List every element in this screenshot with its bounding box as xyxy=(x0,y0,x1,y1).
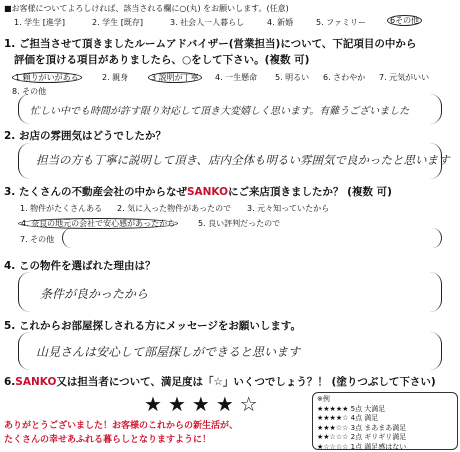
legend-label: 満足 xyxy=(364,414,379,422)
q1-answer: 忙しい中でも時間が許す限り対応して頂き大変嬉しく思います。有難うございました xyxy=(30,106,410,117)
category-6-selected: 6その他 xyxy=(387,15,422,26)
star-icon: ★ xyxy=(215,392,234,416)
legend-row xyxy=(317,424,453,434)
legend-stars: ★★☆☆☆ xyxy=(317,433,351,441)
q5-answer: 山見さんは安心して部屋探しができると思います xyxy=(36,345,301,359)
q1-option-1-selected: 1 頼りがいがある xyxy=(12,72,82,83)
survey-intro: ■お客様についてよろしければ、該当される欄に○(丸) をお願いします。(任意) xyxy=(4,4,289,13)
star-icon: ★ xyxy=(191,392,210,416)
q4-answer: 条件が良かったから xyxy=(40,287,149,301)
q1-title: 1. ご担当させて頂きましたルームアドバイザー(営業担当)について、下記項目の中から xyxy=(4,38,417,50)
q6-title-pre: 6. xyxy=(4,376,16,388)
category-4: 4. 新婚 xyxy=(267,18,294,27)
category-2: 2. 学生 [既存] xyxy=(92,18,143,27)
legend-stars: ★☆☆☆☆ xyxy=(317,442,351,451)
legend-points: 3点 xyxy=(350,423,365,432)
star-icon: ★ xyxy=(167,392,186,416)
legend-points: 5点 xyxy=(350,404,365,413)
q3-title-pre: 3. たくさんの不動産会社の中からなぜ xyxy=(4,186,187,198)
category-1: 1. 学生 [進学] xyxy=(14,18,65,27)
legend-stars: ★★★☆☆ xyxy=(317,423,351,432)
legend-points: 4点 xyxy=(350,414,365,422)
legend-points: 2点 xyxy=(350,433,365,441)
legend-label: 大満足 xyxy=(364,404,386,413)
star-icon: ☆ xyxy=(239,392,258,416)
q1-other-label: 8. その他 xyxy=(12,87,47,96)
category-3: 3. 社会人一人暮らし xyxy=(170,18,245,27)
q1-option-4: 4. 一生懸命 xyxy=(215,73,258,82)
rating-stars xyxy=(144,392,264,416)
q3-option-1: 1. 物件がたくさんある xyxy=(20,204,103,213)
q1-option-3-selected: 3 説明が丁寧 xyxy=(148,72,202,83)
rating-legend xyxy=(312,392,458,450)
q1-option-7: 7. 元気がいい xyxy=(379,73,430,82)
q3-option-3: 3. 元々知っていたから xyxy=(247,204,330,213)
q1-option-2: 2. 親身 xyxy=(102,73,129,82)
legend-label: 満足感はない xyxy=(364,442,407,451)
q3-option-4-selected: 4. 奈良の地元の会社で安心感があったから xyxy=(18,218,178,229)
q3-option-2: 2. 気に入った物件があったので xyxy=(117,204,232,213)
q3-brand: SANKO xyxy=(186,186,229,198)
legend-row xyxy=(317,414,453,424)
legend-label: まあまあ満足 xyxy=(364,423,407,432)
legend-label: ギリギリ満足 xyxy=(364,433,407,441)
q5-title: 5. これからお部屋探しされる方にメッセージをお願いします。 xyxy=(4,320,301,332)
q3-other-box xyxy=(62,228,442,248)
q1-option-6: 6. さわやか xyxy=(323,73,366,82)
legend-row xyxy=(317,433,453,443)
q3-other-label: 7. その他 xyxy=(20,235,55,244)
legend-title: ※例 xyxy=(317,395,330,403)
q1-title-2: 評価を頂ける項目がありましたら、○をして下さい。(複数 可) xyxy=(14,54,310,66)
q1-option-5: 5. 明るい xyxy=(275,73,310,82)
q2-title: 2. お店の雰囲気はどうでしたか？ xyxy=(4,130,166,142)
q6-brand: SANKO xyxy=(15,376,57,388)
category-5: 5. ファミリー xyxy=(316,18,367,27)
legend-row xyxy=(317,405,453,415)
q4-title: 4. この物件を選ばれた理由は？ xyxy=(4,260,156,272)
star-icon: ★ xyxy=(144,392,162,416)
legend-row xyxy=(317,443,453,452)
q2-answer: 担当の方も丁寧に説明して頂き、店内全体も明るい雰囲気で良かったと思います xyxy=(36,153,450,167)
q3-title-post: にご来店頂きましたか？ (複数 可) xyxy=(228,186,392,198)
footer-line-1: ありがとうございました！お客様のこれからの新生活が、 xyxy=(4,421,239,431)
q3-option-5: 5. 良い評判だったので xyxy=(198,219,281,228)
legend-stars: ★★★★★ xyxy=(317,404,351,413)
legend-stars: ★★★★☆ xyxy=(317,414,351,422)
legend-points: 1点 xyxy=(350,442,365,451)
q6-title-post: 又は担当者について、満足度は「☆」いくつでしょう？！ (塗りつぶして下さい) xyxy=(56,376,436,388)
footer-line-2: たくさんの幸せあふれる暮らしとなりますように！ xyxy=(4,435,212,445)
